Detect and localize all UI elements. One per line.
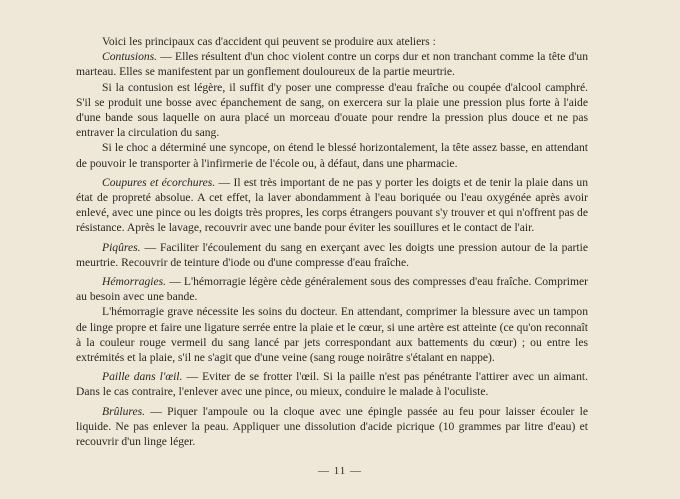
piqures-paragraph [76, 240, 588, 270]
coupures-paragraph [76, 175, 588, 236]
section-text: — Faciliter l'écoulement du sang en exerçant avec les doigts une pression autour de la partie meurtrie. Recouvrir de teinture d'iode ou d'une compresse d'eau fraîche. [76, 240, 589, 269]
contusions-paragraph-1 [76, 49, 588, 79]
section-text: — Piquer l'ampoule ou la cloque avec une épingle passée au feu pour laisser écouler le liquide. Ne pas enlever la peau. Appliquer une dissolution d'acide picrique (10 grammes par litre d'eau) et recouvrir d'un linge léger. [76, 404, 589, 449]
contusions-paragraph-3: Si le choc a déterminé une syncope, on étend le blessé horizontalement, la tête assez basse, en attendant de pouvoir le transporter à l'infirmerie de l'école ou, à défaut, dans une pharmacie. [76, 141, 588, 170]
section-term-coupures: Coupures et écorchures. [102, 175, 216, 189]
section-text: — L'hémorragie légère cède généralement sous des compresses d'eau fraîche. Comprimer au besoin avec une bande. [76, 275, 588, 304]
section-text: — Il est très important de ne pas y porter les doigts et de tenir la plaie dans un état de propreté absolue. A cet effet, la laver abondamment à l'eau boriquée ou l'eau oxygénée après avoir enlevé, avec une pince ou les doigts très propres, les corps étrangers pouvant s'y trouver et qui n'offrent pas de résistance. Après le lavage, recouvrir avec une bande pour éviter les souillures et le contact de l'air. [76, 175, 588, 235]
section-term-hemorragies: Hémorragies. [102, 275, 167, 289]
intro-paragraph: Voici les principaux cas d'accident qui peuvent se produire aux ateliers : [102, 35, 436, 48]
contusions-paragraph-2: Si la contusion est légère, il suffit d'y poser une compresse d'eau fraîche ou coupée d'alcool camphré. S'il se produit une bosse avec épanchement de sang, on exercera sur la plaie une pression plus forte à l'aide d'une bande sous laquelle on aura placé un morceau d'ouate pour rendre la pression plus douce et ne pas entraver la circulation du sang. [76, 80, 588, 140]
section-text: — Elles résultent d'un choc violent contre un corps dur et non tranchant comme la tête d'un marteau. Elles se manifestent par un gonflement douloureux de la partie meurtrie. [76, 50, 588, 79]
section-term-brulures: Brûlures. [102, 404, 146, 418]
page-number: — 11 — [317, 464, 363, 477]
section-term-paille: Paille dans l'œil. [102, 370, 183, 384]
section-term-piqures: Piqûres. [102, 240, 141, 254]
paille-paragraph [76, 369, 588, 399]
section-term-contusions: Contusions. [102, 50, 158, 64]
brulures-paragraph [76, 404, 588, 450]
hemorragies-paragraph-1 [76, 274, 588, 304]
hemorragies-paragraph-2: L'hémorragie grave nécessite les soins du docteur. En attendant, comprimer la blessure avec un tampon de linge propre et faire une ligature serrée entre la plaie et le cœur, si une artère est atteinte (ce qu'on reconnaît à la couleur rouge vermeil du sang lancé par jets correspondant aux battements du cœur) ; ou entre les extrémités et la plaie, s'il ne s'agit que d'une veine (sang rouge noirâtre s'étalant en nappe). [76, 305, 588, 365]
section-text: — Eviter de se frotter l'œil. Si la paille n'est pas pénétrante l'attirer avec un aimant. Dans le cas contraire, l'enlever avec une pince, ou mieux, conduire le malade à l'oculiste. [76, 370, 588, 399]
